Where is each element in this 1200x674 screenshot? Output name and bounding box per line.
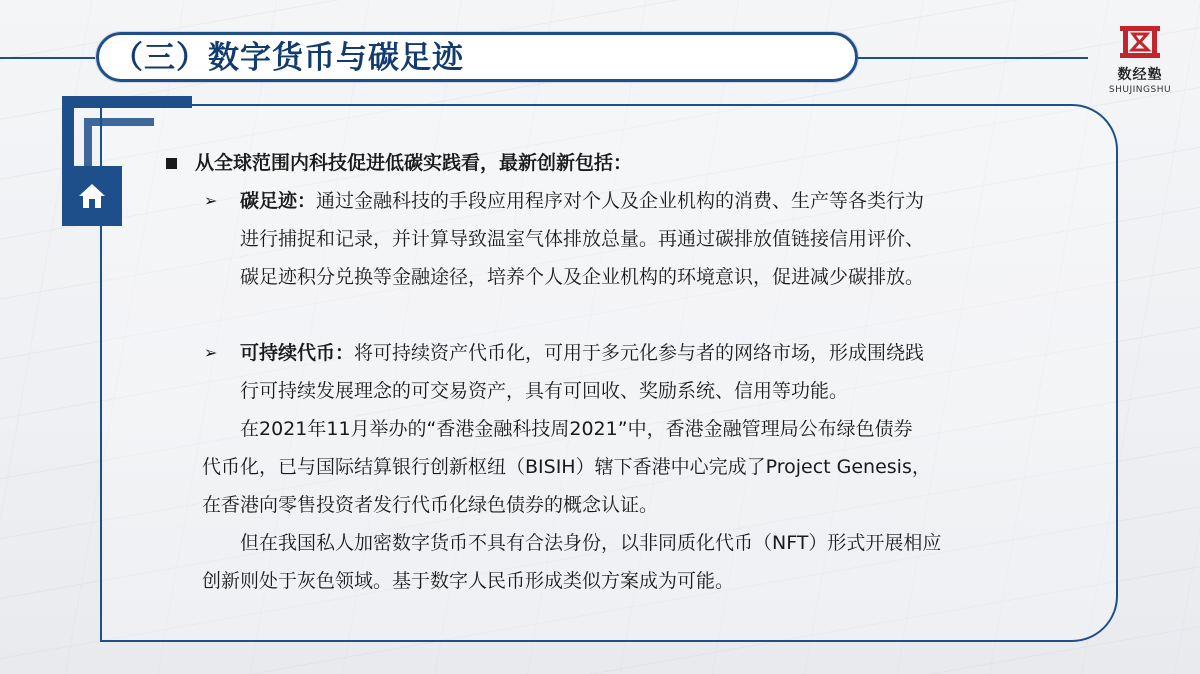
bullet-sustainable-token	[160, 334, 1080, 410]
home-button[interactable]	[62, 166, 122, 226]
arrow-bullet-icon: ➢	[204, 191, 218, 210]
slide-body	[160, 144, 1080, 600]
title-rule-right	[858, 57, 1088, 59]
paragraph-china-crypto	[160, 524, 1080, 600]
paragraph-line: 在香港向零售投资者发行代币化绿色债券的概念认证。	[202, 494, 659, 516]
square-bullet-icon	[166, 158, 177, 169]
intro-line	[160, 144, 1080, 182]
paragraph-line: 在2021年11月举办的“香港金融科技周2021”中，香港金融管理局公布绿色债券	[240, 418, 913, 440]
arrow-bullet-icon: ➢	[204, 343, 218, 362]
brand-logo	[1098, 22, 1182, 102]
bullet-line: 进行捕捉和记录，并计算导致温室气体排放总量。再通过碳排放值链接信用评价、	[240, 228, 925, 250]
paragraph-line: 创新则处于灰色领域。基于数字人民币形成类似方案成为可能。	[202, 570, 735, 592]
logo-name-en: SHUJINGSHU	[1108, 85, 1172, 95]
spacer	[160, 296, 1080, 334]
bullet-label: 可持续代币：	[240, 342, 355, 364]
slide-title: （三）数字货币与碳足迹	[112, 40, 464, 76]
home-icon	[77, 182, 107, 210]
bullet-label: 碳足迹：	[240, 190, 317, 212]
intro-text: 从全球范围内科技促进低碳实践看，最新创新包括：	[195, 152, 633, 174]
title-rule-left	[0, 57, 96, 59]
bullet-text: 通过金融科技的手段应用程序对个人及企业机构的消费、生产等各类行为	[316, 190, 925, 212]
bullet-line	[240, 182, 1080, 220]
bullet-line	[240, 334, 1080, 372]
paragraph-line: 但在我国私人加密数字货币不具有合法身份，以非同质化代币（NFT）形式开展相应	[240, 532, 942, 554]
bullet-text: 将可持续资产代币化，可用于多元化参与者的网络市场，形成围绕践	[354, 342, 925, 364]
bullet-carbon-footprint	[160, 182, 1080, 296]
seal-icon	[1117, 22, 1163, 62]
paragraph-line: 代币化，已与国际结算银行创新枢纽（BISIH）辖下香港中心完成了Project Genesis，	[202, 456, 931, 478]
bullet-line: 碳足迹积分兑换等金融途径，培养个人及企业机构的环境意识，促进减少碳排放。	[240, 266, 925, 288]
paragraph-hk-fintech	[160, 410, 1080, 524]
bullet-line: 行可持续发展理念的可交易资产，具有可回收、奖励系统、信用等功能。	[240, 380, 849, 402]
logo-name-cn: 数经塾	[1117, 67, 1163, 83]
